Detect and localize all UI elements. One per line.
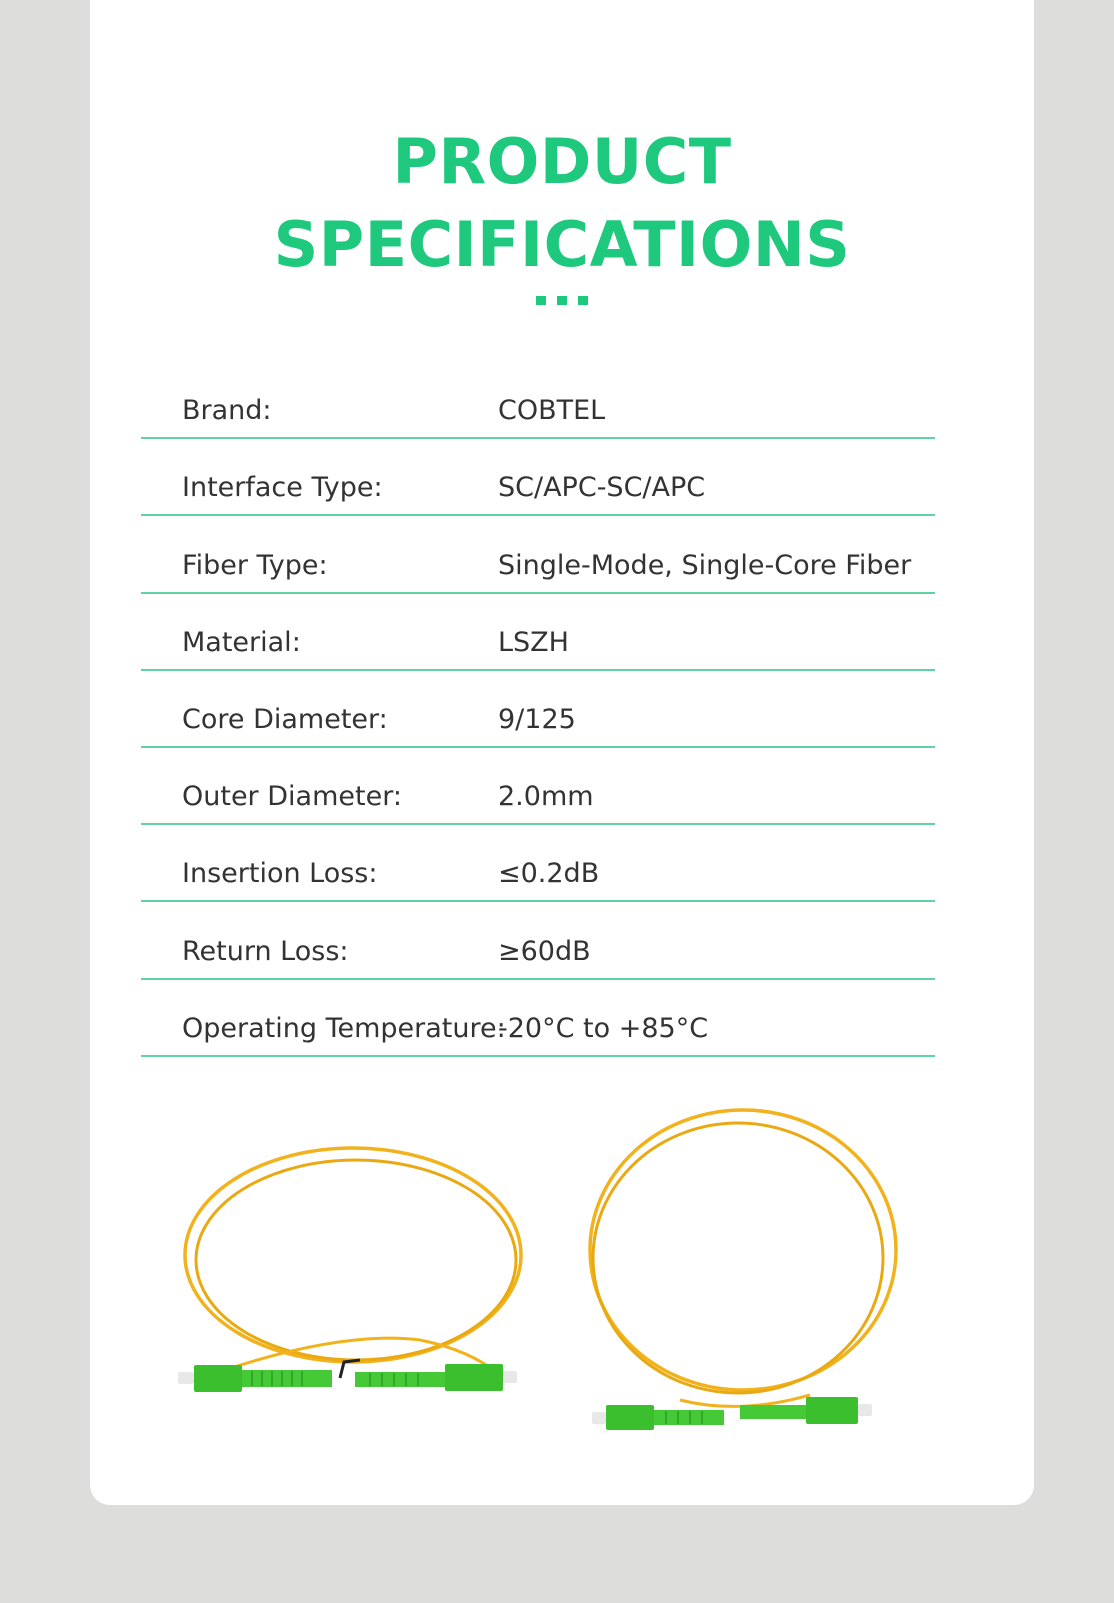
spec-label: Material: bbox=[182, 626, 301, 658]
spec-value: Single-Mode, Single-Core Fiber bbox=[498, 549, 912, 581]
dot bbox=[536, 296, 546, 305]
spec-row-brand bbox=[141, 362, 935, 439]
spec-row-return-loss bbox=[141, 902, 935, 979]
spec-label: Interface Type: bbox=[182, 472, 383, 504]
spec-row-outer-diameter bbox=[141, 748, 935, 825]
spec-row-material bbox=[141, 594, 935, 671]
spec-value: ≥60dB bbox=[498, 935, 591, 967]
dot bbox=[578, 296, 588, 305]
spec-row-core-diameter bbox=[141, 671, 935, 748]
spec-label: Outer Diameter: bbox=[182, 781, 402, 813]
spec-row-interface-type bbox=[141, 439, 935, 516]
spec-label: Core Diameter: bbox=[182, 703, 388, 735]
dot bbox=[557, 296, 567, 305]
spec-label: Fiber Type: bbox=[182, 549, 328, 581]
spec-value: 2.0mm bbox=[498, 781, 594, 813]
spec-value: 9/125 bbox=[498, 703, 576, 735]
page-title-line2: SPECIFICATIONS bbox=[273, 208, 851, 281]
title-dots-divider bbox=[90, 296, 1034, 305]
patch-cord-image-left bbox=[170, 1140, 540, 1410]
spec-value: LSZH bbox=[498, 626, 569, 658]
spec-label: Return Loss: bbox=[182, 935, 349, 967]
spec-label: Brand: bbox=[182, 395, 272, 427]
patch-cord-image-right bbox=[580, 1100, 910, 1440]
spec-card bbox=[90, 0, 1034, 1505]
spec-table bbox=[141, 362, 935, 1057]
spec-label: Insertion Loss: bbox=[182, 858, 378, 890]
spec-value: -20°C to +85°C bbox=[498, 1012, 709, 1044]
spec-label: Operating Temperature: bbox=[182, 1012, 506, 1044]
page-title-line1: PRODUCT bbox=[392, 125, 732, 198]
spec-value: SC/APC-SC/APC bbox=[498, 472, 706, 504]
spec-value: COBTEL bbox=[498, 395, 606, 427]
spec-row-operating-temperature bbox=[141, 980, 935, 1057]
spec-row-insertion-loss bbox=[141, 825, 935, 902]
spec-value: ≤0.2dB bbox=[498, 858, 600, 890]
spec-row-fiber-type bbox=[141, 516, 935, 593]
